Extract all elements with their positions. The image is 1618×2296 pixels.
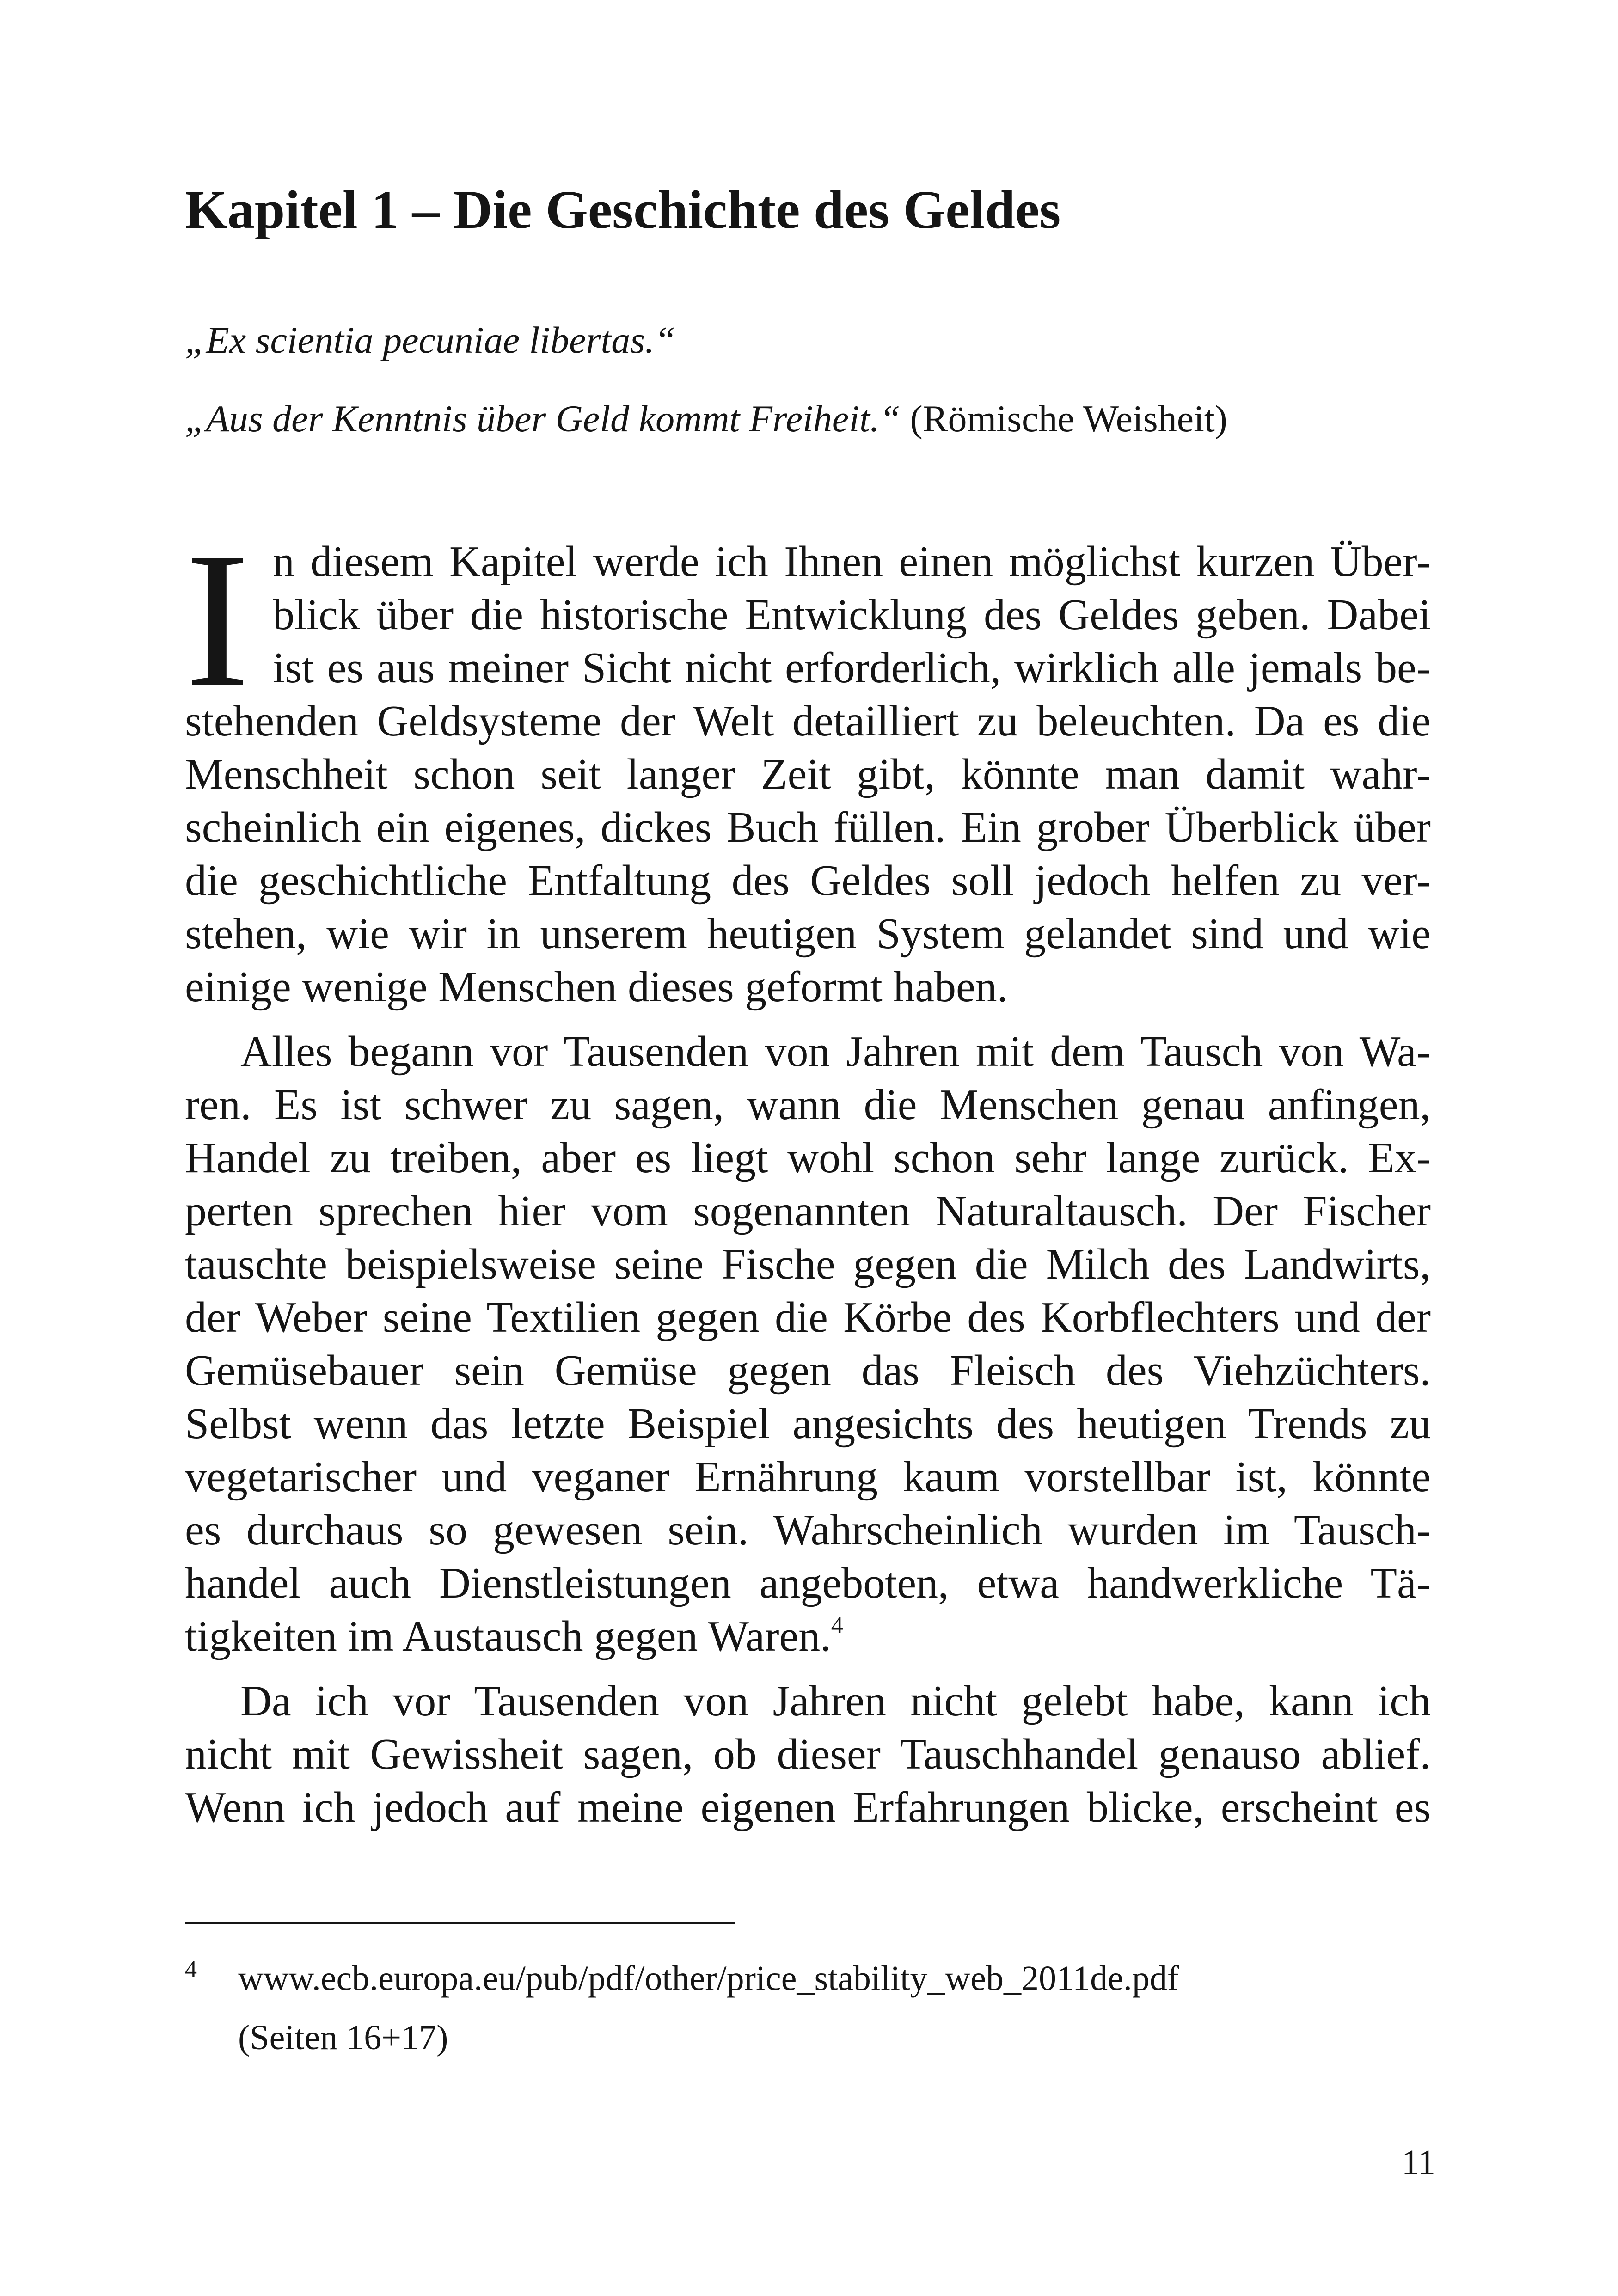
paragraph2-line: perten sprechen hier vom sogenannten Naturaltausch. Der Fischer (185, 1187, 1431, 1235)
footnote-pages: (Seiten 16+17) (238, 2018, 448, 2057)
epigraph-german (185, 400, 1227, 438)
paragraph1-line: die geschichtliche Entfaltung des Geldes soll jedoch helfen zu ver- (185, 857, 1431, 905)
footnote-reference[interactable]: 4 (831, 1612, 843, 1639)
paragraph1-line: Menschheit schon seit langer Zeit gibt, könnte man damit wahr- (185, 750, 1431, 798)
paragraph2-line: ren. Es ist schwer zu sagen, wann die Menschen genau anfingen, (185, 1081, 1431, 1129)
paragraph3-line: Wenn ich jedoch auf meine eigenen Erfahrungen blicke, erscheint es (185, 1783, 1431, 1831)
paragraph1-line: ist es aus meiner Sicht nicht erforderlich, wirklich alle jemals be- (273, 644, 1431, 692)
epigraph-latin: „Ex scientia pecuniae libertas.“ (185, 319, 676, 361)
paragraph2-line: Alles begann vor Tausenden von Jahren mit dem Tausch von Wa- (240, 1028, 1431, 1076)
epigraph-german-quote: „Aus der Kenntnis über Geld kommt Freiheit.“ (185, 398, 901, 440)
paragraph2-line: es durchaus so gewesen sein. Wahrscheinlich wurden im Tausch- (185, 1506, 1431, 1554)
paragraph2-line: tigkeiten im Austausch gegen Waren. (185, 1612, 831, 1660)
paragraph2-line: handel auch Dienstleistungen angeboten, etwa handwerkliche Tä- (185, 1559, 1431, 1607)
paragraph2-line: vegetarischer und veganer Ernährung kaum vorstellbar ist, könnte (185, 1453, 1431, 1501)
chapter-title: Kapitel 1 – Die Geschichte des Geldes (185, 179, 1061, 240)
footnote-marker: 4 (185, 1956, 197, 1983)
paragraph2-line: Gemüsebauer sein Gemüse gegen das Fleisch des Viehzüchters. (185, 1347, 1431, 1395)
footnote-url[interactable]: www.ecb.europa.eu/pub/pdf/other/price_stability_web_2011de.pdf (238, 1959, 1179, 1998)
paragraph1-line: scheinlich ein eigenes, dickes Buch füllen. Ein grober Überblick über (185, 803, 1431, 851)
footnote-separator (185, 1922, 735, 1924)
paragraph1-line: stehenden Geldsysteme der Welt detailliert zu beleuchten. Da es die (185, 697, 1431, 745)
drop-cap: I (185, 512, 250, 727)
page-number: 11 (1401, 2143, 1435, 2182)
paragraph2-last-line (185, 1612, 1431, 1660)
paragraph3-line: nicht mit Gewissheit sagen, ob dieser Tauschhandel genauso ablief. (185, 1730, 1431, 1778)
paragraph1-line: n diesem Kapitel werde ich Ihnen einen möglichst kurzen Über- (273, 538, 1431, 586)
paragraph2-line: Selbst wenn das letzte Beispiel angesichts des heutigen Trends zu (185, 1400, 1431, 1448)
paragraph3-line: Da ich vor Tausenden von Jahren nicht gelebt habe, kann ich (240, 1677, 1431, 1725)
paragraph1-line: blick über die historische Entwicklung des Geldes geben. Dabei (273, 591, 1431, 639)
paragraph1-line: einige wenige Menschen dieses geformt haben. (185, 963, 1008, 1011)
paragraph2-line: Handel zu treiben, aber es liegt wohl schon sehr lange zurück. Ex- (185, 1134, 1431, 1182)
paragraph2-line: der Weber seine Textilien gegen die Körbe des Korbflechters und der (185, 1293, 1431, 1341)
paragraph1-line: stehen, wie wir in unserem heutigen System gelandet sind und wie (185, 910, 1431, 958)
epigraph-attribution: (Römische Weisheit) (901, 398, 1227, 440)
paragraph2-line: tauschte beispielsweise seine Fische gegen die Milch des Landwirts, (185, 1240, 1431, 1288)
